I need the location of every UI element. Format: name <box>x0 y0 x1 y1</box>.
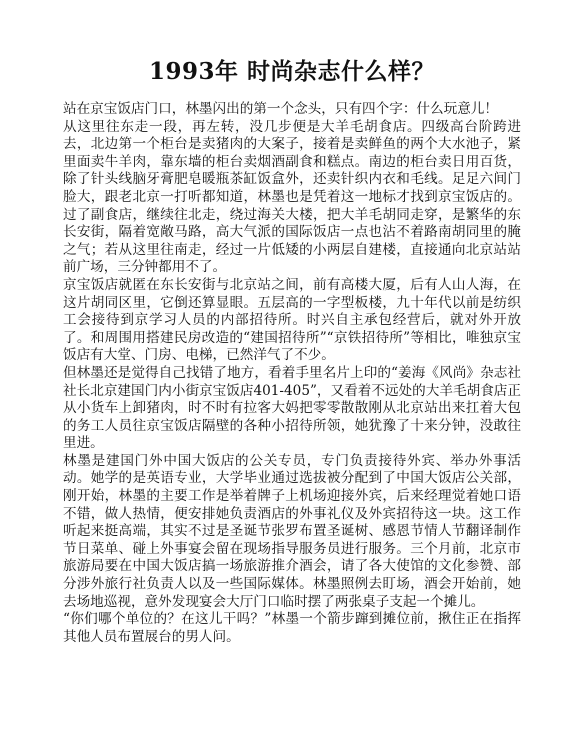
article-paragraph: 站在京宝饭店门口，林墨闪出的第一个念头，只有四个字：什么玩意儿！ <box>63 101 498 117</box>
article-paragraph: 但林墨还是觉得自己找错了地方，看着手里名片上印的“姜海《风尚》杂志社社长北京建国门内小街京宝饭店401-405”，又看着不远处的大羊毛胡食店正从小货车上卸猪肉，时不时有拉客大妈把零零散散刚从北京站出来扛着大包的务工人员往京宝饭店隔壁的各种小招待所领，她犹豫了十来分钟，没敢往里进。 <box>63 364 521 452</box>
article-page <box>63 57 521 646</box>
article-paragraph: 从这里往东走一段，再左转，没几步便是大羊毛胡食店。四级高台阶跨进去，北边第一个柜台是卖猪肉的大案子，接着是卖鲜鱼的两个大水池子，紧里面卖牛羊肉，靠东墙的柜台卖烟酒副食和糕点。南边的柜台卖日用百货，除了针头线脑牙膏肥皂暖瓶茶缸饭盒外，还卖针织内衣和毛线。足足六间门脸大，跟老北京一打听都知道，林墨也是凭着这一地标才找到京宝饭店的。过了副食店，继续往北走，绕过海关大楼，把大羊毛胡同走穿，是繁华的东长安街，隔着宽敞马路，高大气派的国际饭店一点也沾不着路南胡同里的腌之气；若从这里往南走，经过一片低矮的小两层自建楼，直接通向北京站站前广场，三分钟都用不了。 <box>63 118 521 276</box>
article-paragraph: 林墨是建国门外中国大饭店的公关专员，专门负责接待外宾、举办外事活动。她学的是英语专业，大学毕业通过选拔被分配到了中国大饭店公关部，刚开始，林墨的主要工作是举着牌子上机场迎接外宾，后来经理觉着她口语不错，做人热情，便安排她负责酒店的外事礼仪及外宾招待这一块。这工作听起来挺高端，其实不过是圣诞节张罗布置圣诞树、感恩节情人节翻译制作节日菜单、碰上外事宴会留在现场指导服务员进行服务。三个月前，北京市旅游局要在中国大饭店搞一场旅游推介酒会，请了各大使馆的文化参赞、部分涉外旅行社负责人以及一些国际媒体。林墨照例去盯场，酒会开始前，她去场地巡视，意外发现宴会大厅门口临时摆了两张桌子支起一个摊儿。 <box>63 452 521 610</box>
article-paragraph: 京宝饭店就匿在东长安街与北京站之间，前有高楼大厦，后有人山人海，在这片胡同区里，它倒还算显眼。五层高的一字型板楼，九十年代以前是纺织工会接待到京学习人员的内部招待所。时兴自主承包经营后，就对外开放了。和周围用搭建民房改造的“建国招待所”“京铁招待所”等相比，唯独京宝饭店有大堂、门房、电梯，已然洋气了不少。 <box>63 276 521 364</box>
article-title: 1993年 时尚杂志什么样？ <box>148 58 436 85</box>
article-paragraph: “你们哪个单位的？在这儿干吗？”林墨一个箭步蹿到摊位前，揪住正在指挥其他人员布置展台的男人问。 <box>63 611 521 645</box>
